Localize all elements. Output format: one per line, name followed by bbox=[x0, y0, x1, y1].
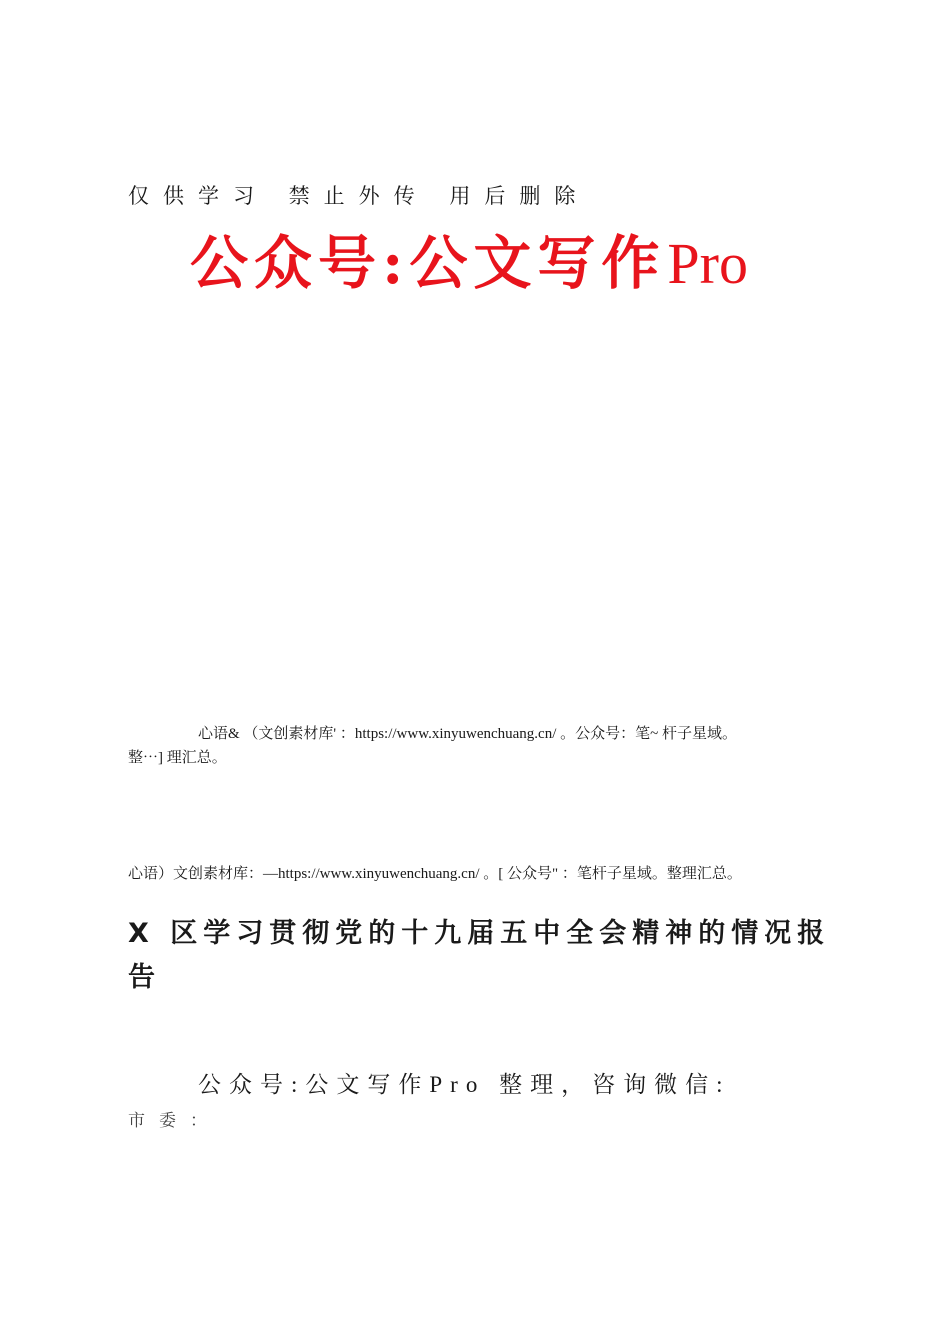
source-note-1-line-2: 整⋯] 理汇总。 bbox=[128, 750, 227, 766]
contact-line: 公众号:公文写作Pro 整理，咨询微信: bbox=[198, 1072, 731, 1097]
brand-watermark bbox=[190, 228, 748, 299]
addressee: 市委： bbox=[128, 1111, 221, 1130]
usage-notice: 仅供学习 禁止外传 用后删除 bbox=[128, 184, 590, 208]
brand-suffix: Pro bbox=[667, 231, 748, 296]
brand-name: 公众号:公文写作 bbox=[190, 229, 666, 297]
document-title: X 区学习贯彻党的十九届五中全会精神的情况报告 bbox=[128, 918, 831, 993]
source-note-1-line-1: 心语& （文创素材库' ：https://www.xinyuwenchuang.cn/ 。公众号：笔~ 杆子星域。 bbox=[198, 726, 737, 742]
source-note-2: 心语）文创素材库：—https://www.xinyuwenchuang.cn/ 。[ 公众号" ：笔杆子星域。整理汇总。 bbox=[128, 866, 742, 882]
source-note-1 bbox=[128, 722, 848, 770]
